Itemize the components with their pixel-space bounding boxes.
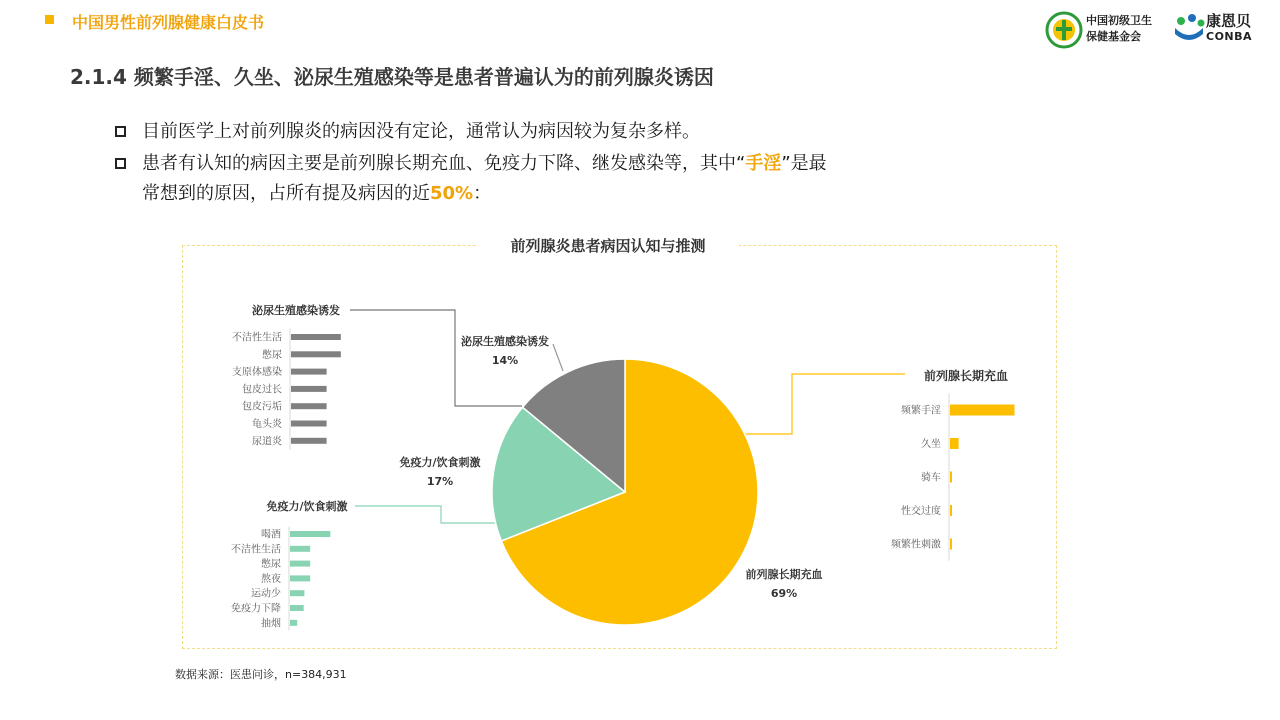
bar	[290, 590, 304, 596]
bar	[291, 334, 341, 340]
slice-pct-ganran: 14%	[491, 354, 519, 367]
bar	[290, 531, 330, 537]
bar-category-label: 运动少	[251, 588, 281, 600]
slice-name-mianyi: 免疫力/饮食刺激	[399, 456, 481, 469]
bar	[291, 421, 327, 427]
bar-category-label: 免疫力下降	[231, 603, 281, 615]
bar-category-label: 骑车	[921, 472, 941, 484]
bar-category-label: 性交过度	[901, 506, 941, 517]
data-source: 数据来源：医患问诊，n=384,931	[175, 668, 347, 681]
foundation-name-line2: 保健基金会	[1086, 30, 1141, 43]
bar-category-label: 频繁性刺激	[891, 539, 941, 551]
pie-chart	[492, 359, 758, 625]
bar	[291, 369, 327, 375]
bar	[291, 386, 327, 392]
bar-category-label: 包皮污垢	[242, 401, 282, 413]
bar	[290, 575, 310, 581]
bar-category-label: 尿道炎	[252, 436, 282, 448]
bar-category-label: 频繁手淫	[901, 405, 941, 417]
brand-name-en: CONBA	[1206, 30, 1253, 43]
report-title: 中国男性前列腺健康白皮书	[72, 13, 265, 32]
bar-category-label: 抽烟	[261, 618, 281, 630]
bar	[290, 546, 310, 552]
bar	[950, 472, 952, 483]
bar-category-label: 久坐	[921, 439, 941, 450]
bullet-2-text-b: ”是最	[781, 153, 827, 174]
bar-category-label: 不洁性生活	[231, 544, 281, 556]
bullet-2-text-a: 患者有认知的病因主要是前列腺长期充血、免疫力下降、继发感染等，其中“	[142, 153, 746, 174]
breakdown-title-chongxue: 前列腺长期充血	[923, 369, 1009, 383]
bar	[291, 438, 327, 444]
bar	[950, 438, 959, 449]
bar-category-label: 熬夜	[261, 573, 281, 585]
chart-title: 前列腺炎患者病因认知与推测	[510, 237, 706, 255]
slice-pct-mianyi: 17%	[426, 475, 454, 488]
bullet-1-text: 目前医学上对前列腺炎的病因没有定论，通常认为病因较为复杂多样。	[142, 121, 700, 142]
bar	[290, 620, 297, 626]
bar-category-label: 龟头炎	[252, 419, 282, 430]
bar	[291, 403, 327, 409]
bar	[950, 505, 952, 516]
bar	[290, 605, 304, 611]
bar	[950, 405, 1015, 416]
leader-line-ganran	[553, 344, 563, 371]
bar	[291, 351, 341, 357]
slice-name-ganran: 泌尿生殖感染诱发	[461, 335, 549, 348]
bullet-2-highlight-b: 50%	[430, 183, 474, 204]
bar-category-label: 憋尿	[261, 559, 281, 571]
bullet-2-text-c: 常想到的原因，占所有提及病因的近	[142, 183, 430, 204]
connector-line-mianyi	[355, 506, 505, 523]
foundation-name-line1: 中国初级卫生	[1086, 14, 1152, 27]
bar	[290, 561, 310, 567]
bar-category-label: 包皮过长	[242, 384, 282, 396]
section-heading: 2.1.4 频繁手淫、久坐、泌尿生殖感染等是患者普遍认为的前列腺炎诱因	[70, 65, 714, 89]
brand-name-cn: 康恩贝	[1206, 12, 1252, 30]
bar-category-label: 支原体感染	[232, 367, 282, 379]
bullet-2-highlight-a: 手淫	[745, 153, 782, 174]
bar-category-label: 不洁性生活	[232, 332, 282, 344]
breakdown-title-ganran: 泌尿生殖感染诱发	[252, 304, 340, 317]
bullet-2-text-d: ：	[473, 183, 492, 204]
breakdown-title-mianyi: 免疫力/饮食刺激	[266, 500, 348, 513]
slice-name-chongxue: 前列腺长期充血	[745, 568, 823, 581]
connector-line-chongxue	[745, 374, 905, 434]
slice-pct-chongxue: 69%	[770, 587, 798, 600]
bar-category-label: 喝酒	[261, 529, 281, 541]
bar	[950, 539, 952, 550]
bar-category-label: 憋尿	[262, 349, 282, 361]
